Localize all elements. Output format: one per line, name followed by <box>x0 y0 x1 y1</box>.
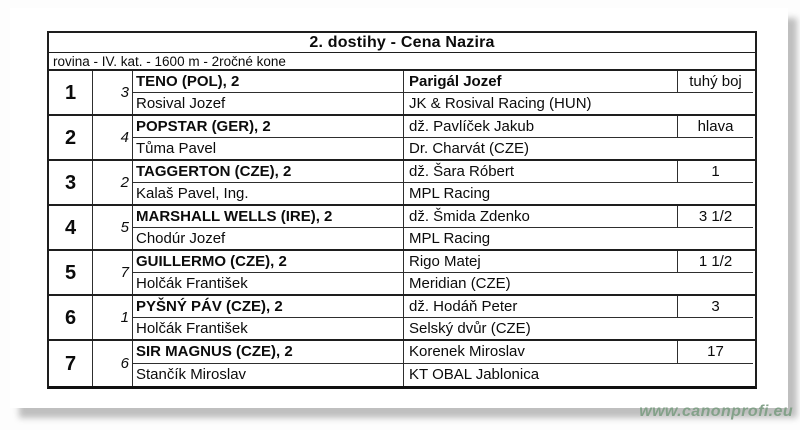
trainer-name: Kalaš Pavel, Ing. <box>133 183 404 205</box>
horse-name: MARSHALL WELLS (IRE), 2 <box>133 206 404 228</box>
result-row <box>49 71 755 116</box>
jockey-name: dž. Šara Róbert <box>404 161 678 183</box>
finish-position: 2 <box>49 116 93 159</box>
horse-name: TAGGERTON (CZE), 2 <box>133 161 404 183</box>
trainer-name: Chodúr Jozef <box>133 228 404 250</box>
finish-position: 7 <box>49 341 93 386</box>
result-row <box>49 251 755 296</box>
jockey-name: Parigál Jozef <box>404 71 678 93</box>
watermark: www.canonprofi.eu <box>639 403 793 420</box>
owner-name: MPL Racing <box>409 229 491 247</box>
horse-name: PYŠNÝ PÁV (CZE), 2 <box>133 296 404 318</box>
margin-value: 1 <box>678 161 753 183</box>
horse-name: TENO (POL), 2 <box>133 71 404 93</box>
margin-value: 17 <box>678 341 753 364</box>
margin-value: 1 1/2 <box>678 251 753 273</box>
margin-value: tuhý boj <box>678 71 753 93</box>
finish-position: 6 <box>49 296 93 339</box>
start-number: 6 <box>93 341 133 386</box>
scanned-page <box>10 8 788 408</box>
finish-position: 1 <box>49 71 93 114</box>
start-number: 7 <box>93 251 133 294</box>
result-row <box>49 341 755 386</box>
race-title: 2. dostihy - Cena Nazira <box>47 31 757 53</box>
margin-value: 3 1/2 <box>678 206 753 228</box>
jockey-name: dž. Pavlíček Jakub <box>404 116 678 138</box>
result-row <box>49 296 755 341</box>
trainer-name: Holčák František <box>133 273 404 295</box>
results-body <box>47 71 757 389</box>
owner-name: MPL Racing <box>409 184 491 202</box>
jockey-name: Rigo Matej <box>404 251 678 273</box>
owner-name: Meridian (CZE) <box>409 274 511 292</box>
finish-position: 5 <box>49 251 93 294</box>
trainer-name: Stančík Miroslav <box>133 364 404 387</box>
race-conditions: rovina - IV. kat. - 1600 m - 2ročné kone <box>47 53 757 71</box>
trainer-name: Tůma Pavel <box>133 138 404 160</box>
trainer-name: Holčák František <box>133 318 404 340</box>
trainer-name: Rosival Jozef <box>133 93 404 115</box>
start-number: 3 <box>93 71 133 114</box>
margin-value: hlava <box>678 116 753 138</box>
result-row <box>49 161 755 206</box>
horse-name: GUILLERMO (CZE), 2 <box>133 251 404 273</box>
jockey-name: Korenek Miroslav <box>404 341 678 364</box>
start-number: 5 <box>93 206 133 249</box>
owner-name: Selský dvůr (CZE) <box>409 319 531 337</box>
start-number: 4 <box>93 116 133 159</box>
margin-value: 3 <box>678 296 753 318</box>
owner-name: Dr. Charvát (CZE) <box>409 139 530 157</box>
start-number: 1 <box>93 296 133 339</box>
horse-name: SIR MAGNUS (CZE), 2 <box>133 341 404 364</box>
finish-position: 3 <box>49 161 93 204</box>
start-number: 2 <box>93 161 133 204</box>
finish-position: 4 <box>49 206 93 249</box>
race-results-table <box>47 31 757 389</box>
result-row <box>49 206 755 251</box>
jockey-name: dž. Hodáň Peter <box>404 296 678 318</box>
horse-name: POPSTAR (GER), 2 <box>133 116 404 138</box>
jockey-name: dž. Šmida Zdenko <box>404 206 678 228</box>
owner-name: KT OBAL Jablonica <box>409 366 540 384</box>
result-row <box>49 116 755 161</box>
owner-name: JK & Rosival Racing (HUN) <box>409 94 592 112</box>
